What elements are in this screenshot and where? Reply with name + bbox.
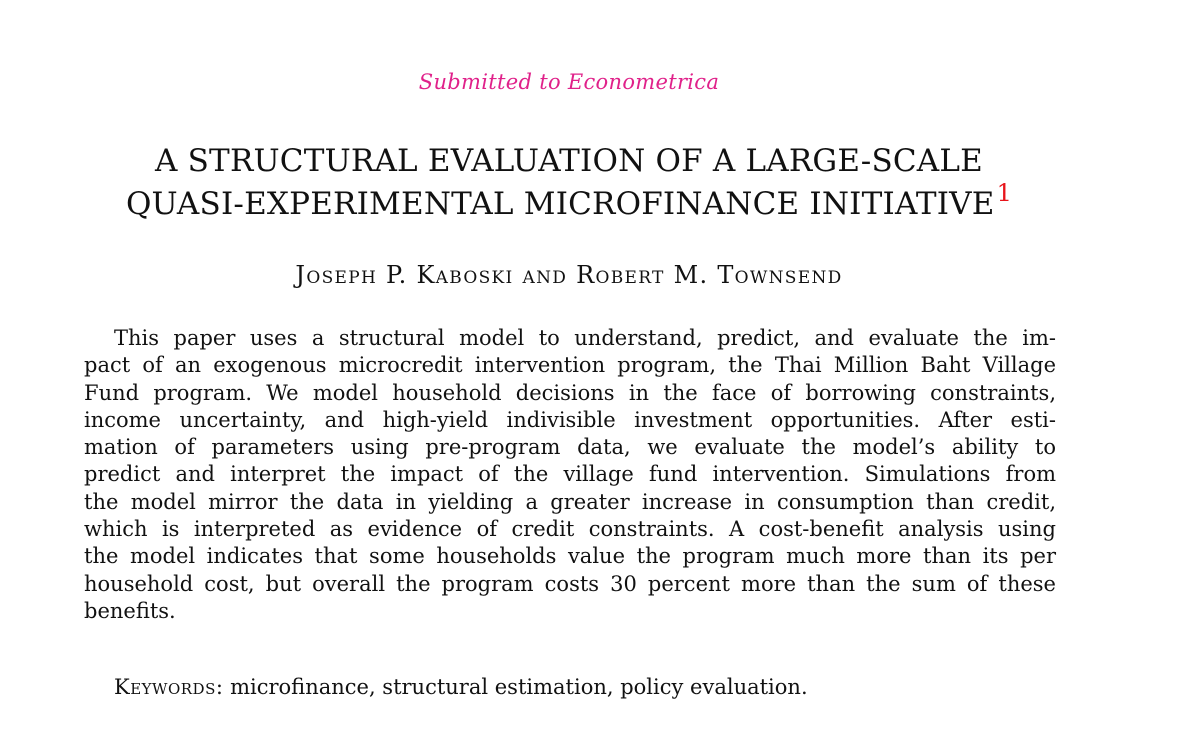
keywords-label: Keywords: (114, 675, 224, 699)
abstract-line: the model indicates that some households value the program much more than its per (84, 544, 1056, 569)
title-line-2-text: QUASI-EXPERIMENTAL MICROFINANCE INITIATIVE (125, 186, 995, 222)
abstract-line: benefits. (84, 598, 176, 623)
abstract-line: mation of parameters using pre-program data, we evaluate the model’s ability to (84, 435, 1056, 460)
title-footnote-link[interactable]: 1 (996, 179, 1013, 207)
title-line-2 (0, 179, 1138, 226)
author-names: Joseph P. Kaboski and Robert M. Townsend (295, 261, 843, 289)
abstract-line: household cost, but overall the program costs 30 percent more than the sum of these (84, 571, 1056, 596)
paper-title (0, 140, 1138, 226)
abstract-line: which is interpreted as evidence of credit constraints. A cost-benefit analysis using (84, 517, 1056, 542)
title-line-1: A STRUCTURAL EVALUATION OF A LARGE-SCALE (154, 143, 984, 179)
keywords (114, 675, 808, 699)
abstract-line: This paper uses a structural model to understand, predict, and evaluate the im- (114, 326, 1056, 350)
abstract-line: the model mirror the data in yielding a greater increase in consumption than credit, (84, 489, 1056, 514)
keywords-text: microfinance, structural estimation, policy evaluation. (223, 675, 808, 699)
abstract-line: Fund program. We model household decisions in the face of borrowing constraints, (84, 380, 1056, 405)
abstract-line: income uncertainty, and high-yield indivisible investment opportunities. After esti- (84, 407, 1056, 432)
abstract-line: predict and interpret the impact of the village fund intervention. Simulations from (84, 462, 1056, 487)
abstract (84, 325, 1056, 625)
journal-name: Submitted to Econometrica (418, 70, 720, 94)
abstract-line: pact of an exogenous microcredit intervention program, the Thai Million Baht Village (84, 353, 1056, 378)
